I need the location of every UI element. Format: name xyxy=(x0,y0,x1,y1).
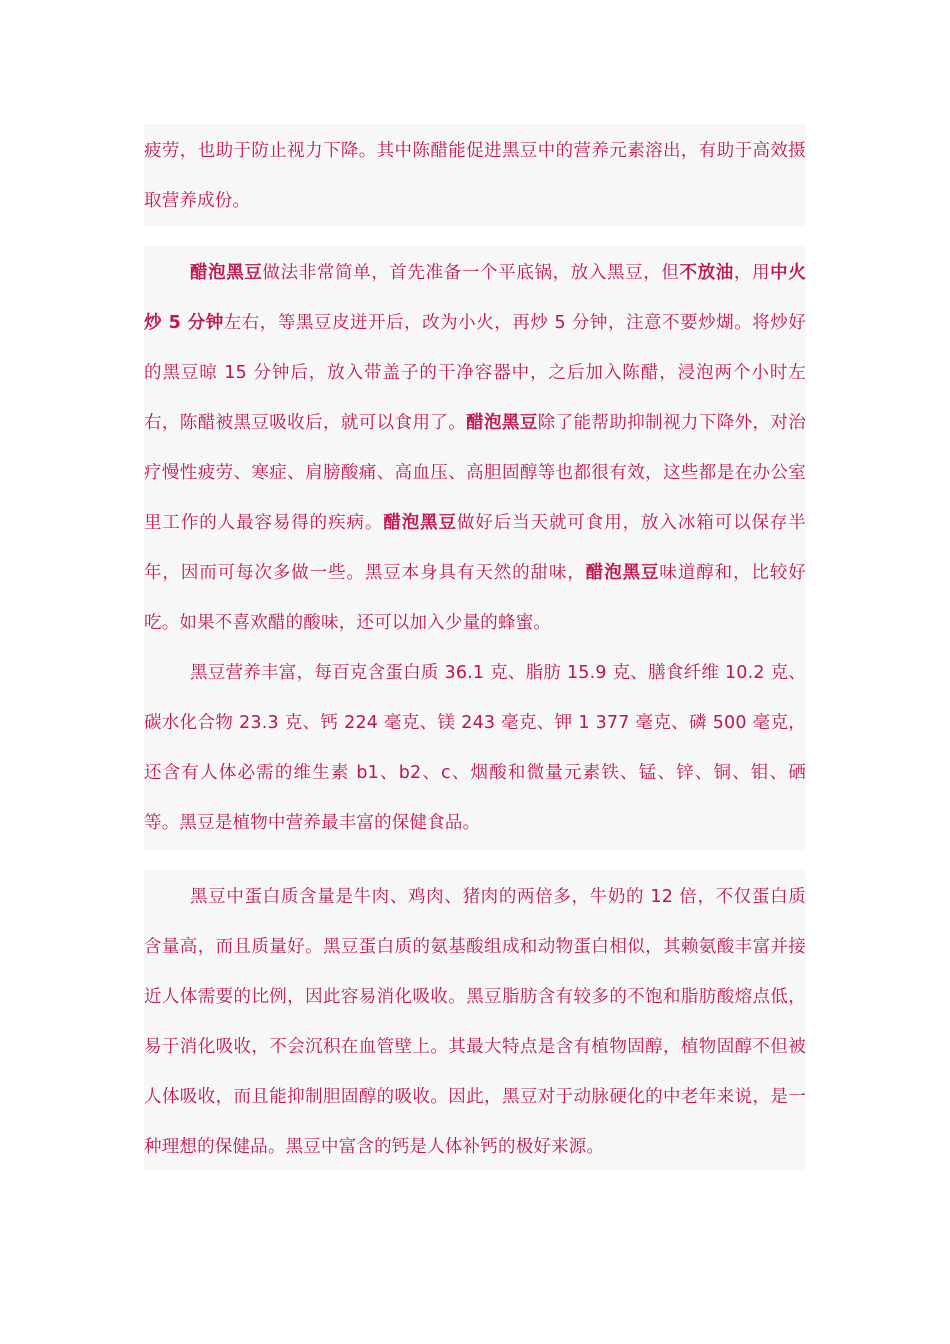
text-block-1 xyxy=(144,124,806,226)
highlight-text: 中火炒 5 分钟 xyxy=(144,263,806,333)
paragraph-text: 黑豆营养丰富，每百克含蛋白质 36.1 克、脂肪 15.9 克、膳食纤维 10.2 克、碳水化合物 23.3 克、钙 224 毫克、镁 243 毫克、钾 1 377 毫克、磷 500 毫克，还含有人体必需的维生素 b1、b2、c、烟酸和微量元素铁、锰、锌、铜、钼、硒等。黑豆是植物中营养最丰富的保健食品。 xyxy=(144,663,806,833)
paragraph-text: 黑豆中蛋白质含量是牛肉、鸡肉、猪肉的两倍多，牛奶的 12 倍，不仅蛋白质含量高，而且质量好。黑豆蛋白质的氨基酸组成和动物蛋白相似，其赖氨酸丰富并接近人体需要的比例，因此容易消化吸收。黑豆脂肪含有较多的不饱和脂肪酸熔点低，易于消化吸收，不会沉积在血管壁上。其最大特点是含有植物固醇，植物固醇不但被人体吸收，而且能抑制胆固醇的吸收。因此，黑豆对于动脉硬化的中老年来说，是一种理想的保健品。黑豆中富含的钙是人体补钙的极好来源。 xyxy=(144,887,806,1157)
paragraph-fatigue xyxy=(144,126,806,226)
paragraph-vinegar-beans xyxy=(144,248,806,648)
paragraph-protein xyxy=(144,872,806,1172)
text-block-2 xyxy=(144,246,806,850)
paragraph-text: 疲劳，也助于防止视力下降。其中陈醋能促进黑豆中的营养元素溶出，有助于高效摄取营养成份。 xyxy=(144,141,806,211)
paragraph-text: 做法非常简单，首先准备一个平底锅，放入黑豆，但 xyxy=(262,263,680,283)
highlight-text: 醋泡黑豆 xyxy=(190,263,263,283)
highlight-text: 醋泡黑豆 xyxy=(585,563,660,583)
paragraph-text: 做好后当天就可食用，放入冰箱可以保存半年，因而可每次多做一些。黑豆本身具有天然的甜味， xyxy=(144,513,806,583)
paragraph-text: 除了能帮助抑制视力下降外，对治疗慢性疲劳、寒症、肩膀酸痛、高血压、高胆固醇等也都很有效，这些都是在办公室里工作的人最容易得的疾病。 xyxy=(144,413,806,533)
highlight-text: 不放油 xyxy=(679,263,734,283)
highlight-text: 醋泡黑豆 xyxy=(383,513,457,533)
paragraph-text: 味道醇和，比较好吃。如果不喜欢醋的酸味，还可以加入少量的蜂蜜。 xyxy=(144,563,806,633)
paragraph-nutrition xyxy=(144,648,806,848)
text-block-3 xyxy=(144,870,806,1170)
paragraph-text: ，用 xyxy=(733,263,771,283)
paragraph-text: 左右，等黑豆皮迸开后，改为小火，再炒 5 分钟，注意不要炒煳。将炒好的黑豆晾 15 分钟后，放入带盖子的干净容器中，之后加入陈醋，浸泡两个小时左右，陈醋被黑豆吸收后，就可以食用了。 xyxy=(144,313,806,433)
highlight-text: 醋泡黑豆 xyxy=(466,413,538,433)
